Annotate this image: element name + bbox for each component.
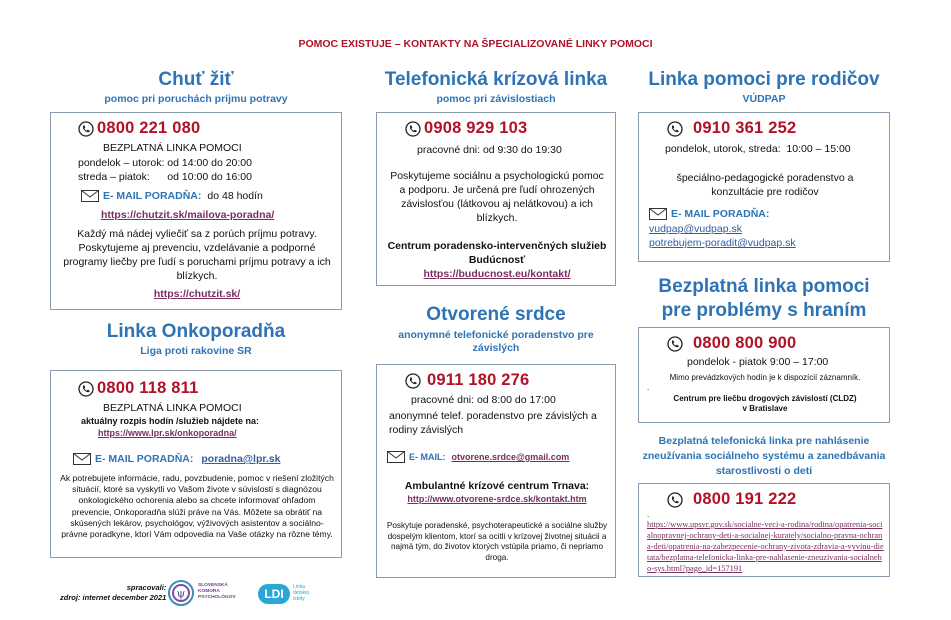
rodicia-subtitle: VÚDPAP [742,92,786,105]
onko-mail-label: E- MAIL PORADŇA: [95,453,194,465]
otvorene-heading [376,305,616,355]
ldi-logo [258,582,318,608]
hranie-note: Mimo prevádzkových hodín je k dispozícií záznamník. [669,373,861,382]
otvorene-description: anonymné telef. poradenstvo pre závislých a rodiny závislých [389,410,597,436]
onko-title: Linka Onkoporadňa [106,321,286,342]
onko-mail[interactable]: poradna@lpr.sk [201,453,281,465]
mail-icon [73,453,91,465]
ldi-logo-text: Linka detskej istoty [293,584,309,602]
chut-zit-label: BEZPLATNÁ LINKA POMOCI [103,142,242,154]
chut-zit-description: Každý má nádej vyliečiť sa z porúch príjmu potravy. Poskytujeme aj prevenciu, vzdelávanie a podporné programy liečby pre ľudí s poruchami príjmu potravy a ich blízkych. [63,228,331,282]
otvorene-web-link[interactable]: http://www.otvorene-srdce.sk/kontakt.htm [407,494,587,504]
mail-icon [387,451,405,463]
otvorene-phone-row[interactable] [405,371,529,390]
krizova-hours: pracovné dni: od 9:30 do 19:30 [417,144,562,156]
onko-subtitle: Liga proti rakovine SR [140,344,252,357]
hranie-phone-row[interactable] [667,334,796,353]
zneuzivanie-link[interactable]: https://www.upsvr.gov.sk/socialne-veci-a-rodina/rodina/opatrenia-socialnopravnej-ochrany-deti-a-socialnej-kurately/socialno-pravna-ochrana-deti/opatrenia-na-zabezpecenie-ochrany-zivota-zdravia-a-vyvinu-dietata/bezplatna-telefonicka-linka-pre-nahlasenie-zneuzivania-socialneho-sys.html?page_id=157191 [647,520,884,573]
footer-credit [60,583,166,603]
skp-logo-mark [168,580,194,606]
hranie-phone: 0800 800 900 [693,334,797,352]
rodicia-hours: pondelok, utorok, streda: 10:00 – 15:00 [665,143,851,155]
otvorene-hours: pracovné dni: od 8:00 do 17:00 [411,394,556,406]
chut-zit-subtitle: pomoc pri poruchách príjmu potravy [104,92,288,105]
onko-card [50,370,342,558]
phone-icon [667,121,683,137]
onko-schedule-link[interactable]: https://www.lpr.sk/onkoporadna/ [98,428,237,438]
phone-icon [78,121,94,137]
phone-icon [667,336,683,352]
otvorene-mail[interactable]: otvorene.srdce@gmail.com [451,452,570,462]
phone-icon [405,121,421,137]
hranie-org2: v Bratislave [742,404,788,413]
onko-label: BEZPLATNÁ LINKA POMOCI [103,402,242,414]
zneuzivanie-title: Bezplatná telefonická linka pre nahlásenie zneužívania sociálneho systému a zanedbávania starostlivosti o deti [642,435,886,477]
hranie-heading [638,275,890,323]
chut-zit-phone: 0800 221 080 [97,119,201,137]
rodicia-mail2[interactable]: potrebujem-poradit@vudpap.sk [649,237,796,249]
krizova-title: Telefonická krízová linka [384,69,608,90]
otvorene-phone: 0911 180 276 [427,371,530,389]
footer-credit1: spracovali: [126,583,167,592]
chut-zit-card [50,112,342,310]
mail-icon [649,208,667,220]
onko-heading [50,322,342,357]
krizova-heading [376,70,616,105]
zneuzivanie-card [638,483,890,577]
rodicia-phone: 0910 361 252 [693,119,797,137]
hranie-dot: . [647,383,650,392]
chut-zit-mail-label: E- MAIL PORADŇA: [103,190,202,202]
phone-icon [405,373,421,389]
krizova-web-link[interactable]: https://buducnost.eu/kontakt/ [423,268,571,280]
krizova-org: Centrum poradensko-intervenčných služieb Budúcnosť [387,240,607,266]
skp-logo-text: SLOVENSKÁ KOMORA PSYCHOLÓGOV [198,583,236,600]
svg-text:ψ: ψ [176,587,186,600]
chut-zit-web-link[interactable]: https://chutzit.sk/ [153,288,241,300]
zneuzivanie-heading [638,434,890,479]
chut-zit-heading [50,70,342,105]
rodicia-mail-row [649,207,769,221]
page-title: POMOC EXISTUJE – KONTAKTY NA ŠPECIALIZOVANÉ LINKY POMOCI [298,38,653,50]
hranie-title2: pre problémy s hraním [661,300,867,321]
krizova-phone: 0908 929 103 [424,119,528,137]
chut-zit-title: Chuť žiť [158,69,234,90]
rodicia-description: špeciálno-pedagogické poradenstvo a konzultácie pre rodičov [676,172,854,198]
chut-zit-mail-row [81,189,263,203]
phone-icon [78,381,94,397]
hranie-org1: Centrum pre liečbu drogových závislostí (CLDZ) [673,394,857,403]
onko-phone: 0800 118 811 [97,379,199,397]
footer-credit2: zdroj: internet december 2021 [60,593,167,602]
krizova-card [376,112,616,286]
otvorene-card [376,364,616,578]
otvorene-mail-label: E- MAIL: [409,452,446,462]
otvorene-mail-row [387,451,569,463]
chut-zit-phone-row[interactable] [78,119,200,138]
hranie-card [638,327,890,423]
phone-icon [667,492,683,508]
chut-zit-mail-link[interactable]: https://chutzit.sk/mailova-poradna/ [101,209,275,221]
hranie-title1: Bezplatná linka pomoci [658,276,870,297]
chut-zit-mail-note: do 48 hodín [207,190,263,202]
krizova-subtitle: pomoc pri závislostiach [436,92,556,105]
rodicia-title: Linka pomoci pre rodičov [648,69,880,90]
zneuzivanie-phone: 0800 191 222 [693,490,797,508]
krizova-phone-row[interactable] [405,119,527,138]
otvorene-subtitle: anonymné telefonické poradenstvo pre závislých [398,328,594,354]
otvorene-org: Ambulantné krízové centrum Trnava: [404,480,590,492]
rodicia-card [638,112,890,262]
rodicia-phone-row[interactable] [667,119,796,138]
skp-logo [168,580,248,606]
rodicia-heading [638,70,890,105]
krizova-description: Poskytujeme sociálnu a psychologickú pomoc a podporu. Je určená pre ľudí ohrozených závislosťou (látkovou aj nelátkovou) a ich blízkych. [390,170,604,224]
onko-schedule-note: aktuálny rozpis hodín /služieb nájdete na: [81,416,260,426]
mail-icon [81,190,99,202]
rodicia-mail1[interactable]: vudpap@vudpap.sk [649,223,742,235]
ldi-logo-mark: LDI [258,584,290,604]
zneuzivanie-phone-row[interactable] [667,490,796,509]
otvorene-title: Otvorené srdce [426,304,566,325]
chut-zit-hours1: pondelok – utorok: od 14:00 do 20:00 [78,157,252,169]
rodicia-mail-label: E- MAIL PORADŇA: [671,208,770,220]
zneuzivanie-dot: . [647,510,650,519]
onko-phone-row[interactable] [78,379,199,398]
onko-description: Ak potrebujete informácie, radu, povzbudenie, pomoc v riešení zložitých situácií, ktoré sa vyskytli vo Vašom živote v súvislosti s diagnózou onkologického ochorenia alebo sa chcete informovať ohľadom prevencie, Onkoporadňa slúži práve na Vás. Môžete sa obrátiť na skúsených lekárov, psychológov, výživových asistentov a sociálno-právne poradkyne, ktorí Vám odpovedia na Vaše otázky na rôzne témy. [60,473,334,540]
otvorene-description2: Poskytuje poradenské, psychoterapeutické a sociálne služby dospelým klientom, ktorí sa ocitli v krízovej životnej situácii a najmä tým, do životov ktorých vstúpila priamo, či nepriamo droga. [386,521,608,562]
onko-mail-row [73,452,280,466]
chut-zit-hours2: streda – piatok: od 10:00 do 16:00 [78,171,252,183]
hranie-hours: pondelok - piatok 9:00 – 17:00 [687,356,829,368]
